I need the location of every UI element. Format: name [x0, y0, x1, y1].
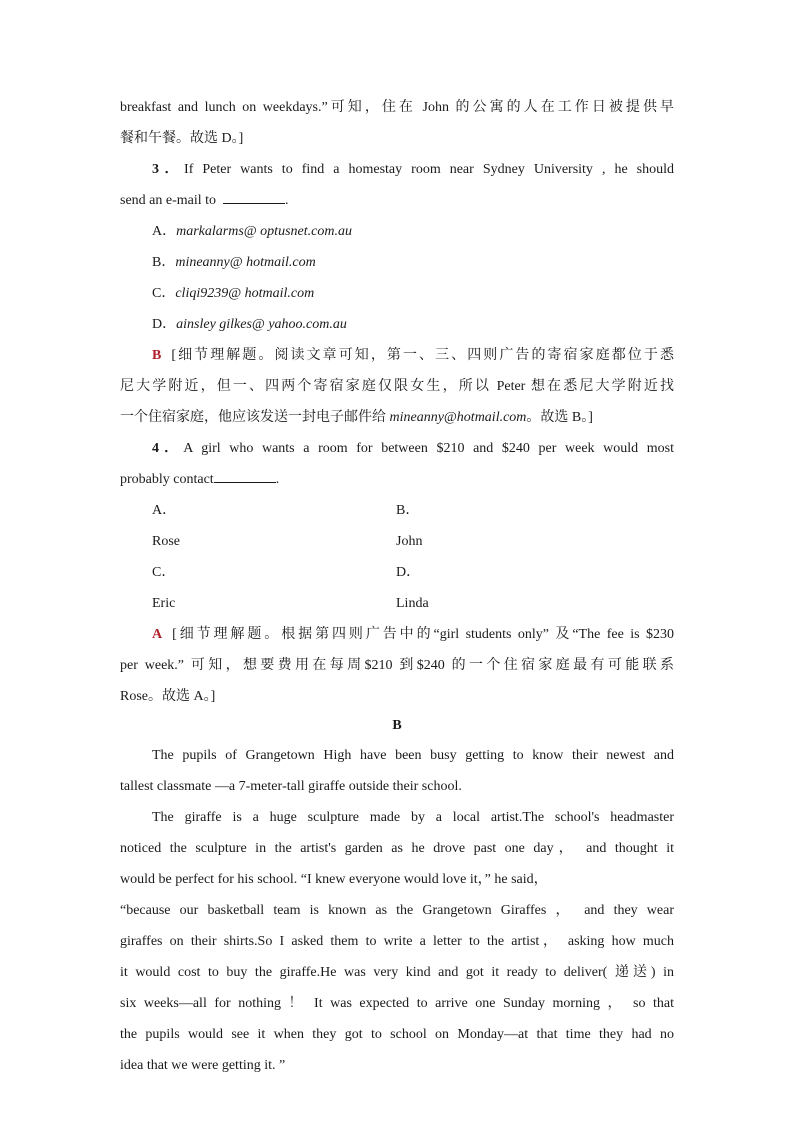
- passage-line: six weeks—all for nothing ！ It was expected to arrive one Sunday morning ， so that: [120, 996, 674, 1011]
- question-3-stem-end: .: [285, 193, 289, 208]
- question-4-options-row-2: [120, 557, 674, 619]
- question-4-option-a: A． Rose: [152, 503, 180, 549]
- passage-line: the pupils would see it when they got to school on Monday—at that time they had no: [120, 1027, 674, 1042]
- section-b-heading: B: [392, 718, 402, 733]
- passage-line: “because our basketball team is known as the Grangetown Giraffes ， and they wear: [120, 903, 674, 918]
- question-4-option-b: B． John: [396, 503, 423, 549]
- question-4-stem: [120, 433, 674, 464]
- prev-answer-line-1: breakfast and lunch on weekdays.”可知，住在 John 的公寓的人在工作日被提供早: [120, 100, 674, 115]
- answer-blank: [214, 468, 276, 483]
- section-b-passage: [120, 740, 674, 1081]
- passage-line: would be perfect for his school. “I knew everyone would love it，” he said，: [120, 872, 548, 887]
- question-4-option-d: D． Linda: [396, 565, 429, 611]
- question-4-explanation-line-1: A [细节理解题。根据第四则广告中的“girl students only” 及“The fee is $230: [152, 627, 674, 642]
- question-4-explanation-line-2: per week.” 可知，想要费用在每周$210 到$240 的一个住宿家庭最有可能联系: [120, 658, 674, 673]
- question-4-explanation-line-3: Rose。故选 A。]: [120, 689, 216, 704]
- question-3-explanation-line-2: 尼大学附近，但一、四两个寄宿家庭仅限女生，所以 Peter 想在悉尼大学附近找: [120, 379, 674, 394]
- answer-blank: [223, 189, 285, 204]
- document-page: [120, 92, 674, 1081]
- question-4-stem-line-1: A girl who wants a room for between $210 and $240 per week would most: [183, 441, 674, 456]
- question-3-explanation-line-1: B [细节理解题。阅读文章可知，第一、三、四则广告的寄宿家庭都位于悉: [152, 348, 674, 363]
- passage-line: idea that we were getting it. ”: [120, 1058, 286, 1073]
- passage-line: it would cost to buy the giraffe.He was very kind and got it ready to deliver( 递送) in: [120, 965, 674, 980]
- question-4-number: 4．: [152, 441, 184, 456]
- prev-answer-line-2: 餐和午餐。故选 D。]: [120, 131, 244, 146]
- question-3-stem-continued: [120, 185, 674, 216]
- passage-line: The pupils of Grangetown High have been busy getting to know their newest and: [152, 748, 674, 763]
- question-3-option-a: A．markalarms@ optusnet.com.au: [152, 224, 352, 239]
- question-4-option-c: C． Eric: [152, 565, 176, 611]
- question-3-stem-line-2: send an e‑mail to: [120, 193, 217, 208]
- question-3-number: 3．: [152, 162, 185, 177]
- passage-line: noticed the sculpture in the artist's garden as he drove past one day， and thought it: [120, 841, 674, 856]
- passage-line: The giraffe is a huge sculpture made by a local artist.The school's headmaster: [152, 810, 674, 825]
- passage-line: tallest classmate —a 7‑meter‑tall giraffe outside their school.: [120, 779, 462, 794]
- question-4-stem-continued: [120, 464, 674, 495]
- question-3-option-d: D．ainsley gilkes@ yahoo.com.au: [152, 317, 347, 332]
- question-3-email: mineanny@hotmail.com: [389, 410, 527, 425]
- passage-line: giraffes on their shirts.So I asked them to write a letter to the artist， asking how much: [120, 934, 674, 949]
- question-4-stem-line-2: probably contact: [120, 472, 214, 487]
- question-3-stem-line-1: If Peter wants to find a homestay room near Sydney University , he should: [184, 162, 675, 177]
- question-3-option-c: C．cliqi9239@ hotmail.com: [152, 286, 315, 301]
- question-3-option-b: B．mineanny@ hotmail.com: [152, 255, 316, 270]
- question-4-options-row-1: [120, 495, 674, 557]
- question-3-stem: [120, 154, 674, 185]
- question-3-answer: B: [152, 348, 162, 363]
- question-4-stem-end: .: [275, 472, 280, 487]
- question-3-explanation-line-3: 一个住宿家庭，他应该发送一封电子邮件给 mineanny@hotmail.com。故选 B。]: [120, 410, 593, 425]
- question-4-answer: A: [152, 627, 163, 642]
